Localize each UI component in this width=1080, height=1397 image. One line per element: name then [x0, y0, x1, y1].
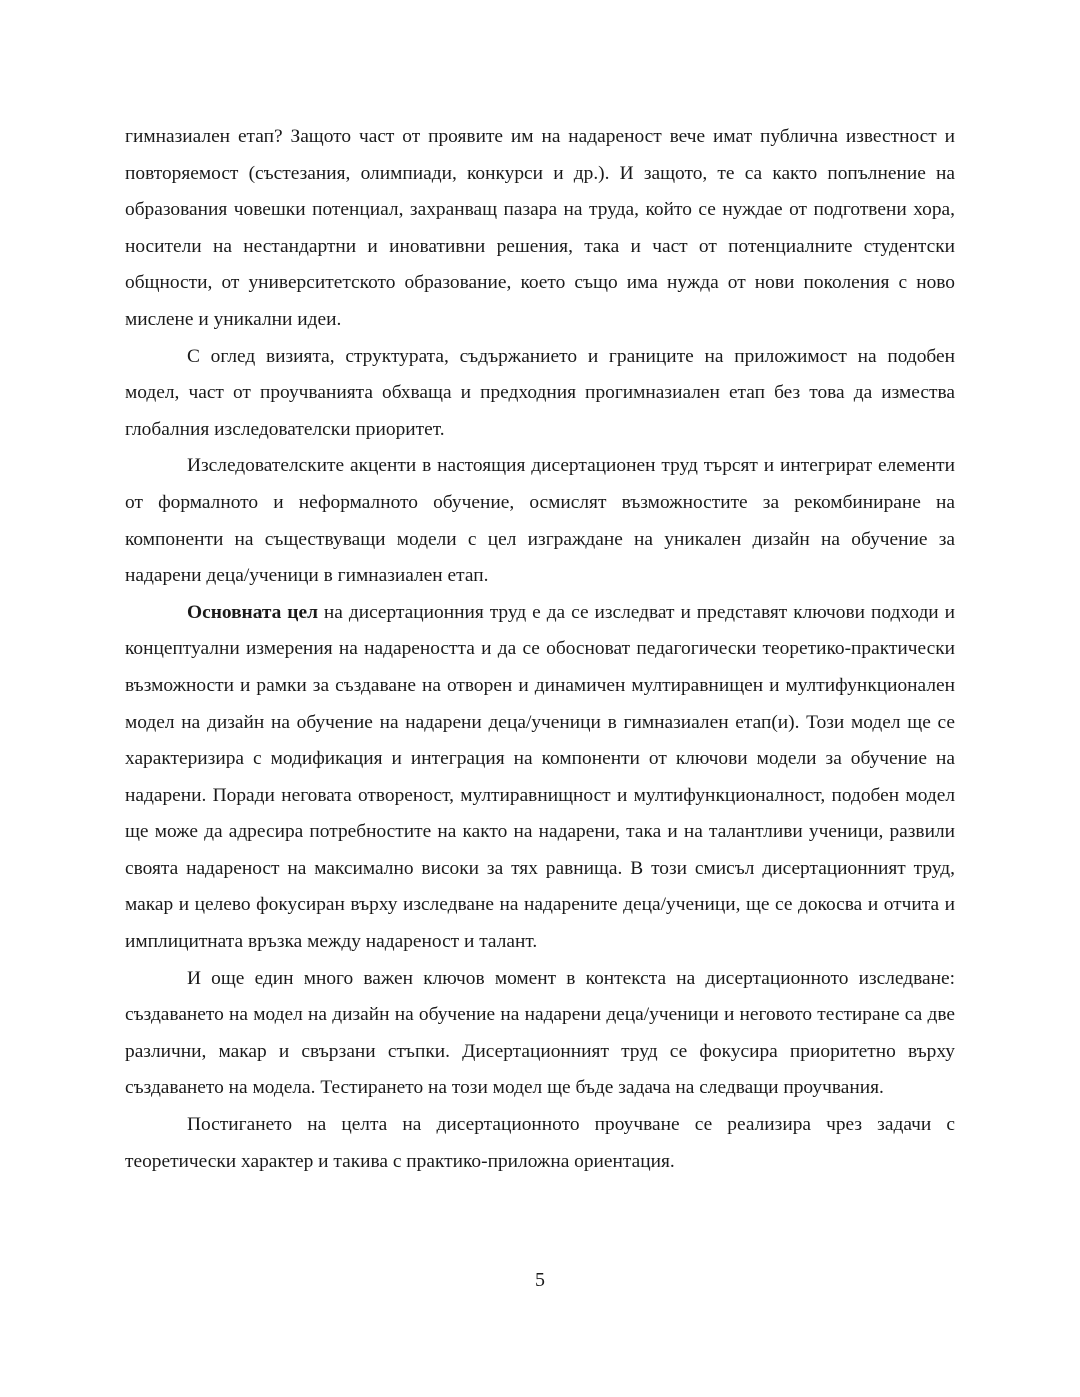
paragraph-main-goal: [125, 595, 955, 961]
page-number: 5: [535, 1269, 545, 1291]
main-goal-text: на дисертационния труд е да се изследват и представят ключови подходи и концептуални измерения на надареността и да се обосноват педагогически теоретико-практически възможности и рамки за създаване на отворен и динамичен мултиравнищен и мултифункционален модел на дизайн на обучение на надарени деца/ученици в гимназиален етап(и). Този модел ще се характеризира с модификация и интеграция на компоненти от ключови модели за обучение на надарени. Поради неговата отвореност, мултиравнищност и мултифункционалност, подобен модел ще може да адресира потребностите на както на надарени, така и на талантливи ученици, развили своята надареност на максимално високи за тях равнища. В този смисъл дисертационният труд, макар и целево фокусиран върху изследване на надарените деца/ученици, ще се докосва и отчита и имплицитната връзка между надареност и талант.: [125, 601, 955, 953]
paragraph-tasks: Постигането на целта на дисертационното проучване се реализира чрез задачи с теоретически характер и такива с практико-приложна ориентация.: [125, 1114, 955, 1172]
page-body: [125, 119, 955, 1180]
paragraph-research-focus: Изследователските акценти в настоящия дисертационен труд търсят и интегрират елементи от формалното и неформалното обучение, осмислят възможностите за рекомбиниране на компоненти на съществуващи модели с цел изграждане на уникален дизайн на обучение за надарени деца/ученици в гимназиален етап.: [125, 455, 955, 587]
paragraph-key-point: И още един много важен ключов момент в контекста на дисертационното изследване: създаването на модел на дизайн на обучение на надарени деца/ученици и неговото тестиране са две различни, макар и свързани стъпки. Дисертационният труд се фокусира приоритетно върху създаването на модела. Тестирането на този модел ще бъде задача на следващи проучвания.: [125, 967, 955, 1099]
paragraph-continuation: гимназиален етап? Защото част от проявите им на надареност вече имат публична известност и повторяемост (състезания, олимпиади, конкурси и др.). И защото, те са както попълнение на образования човешки потенциал, захранващ пазара на труда, който се нуждае от подготвени хора, носители на нестандартни и иновативни решения, така и част от потенциалните студентски общности, от университетското образование, което също има нужда от нови поколения с ново мислене и уникални идеи.: [125, 126, 955, 330]
main-goal-bold-lead: Основната цел: [187, 601, 318, 623]
paragraph-scope: С оглед визията, структурата, съдържанието и границите на приложимост на подобен модел, част от проучванията обхваща и предходния прогимназиален етап без това да измества глобалния изследователски приоритет.: [125, 345, 955, 440]
